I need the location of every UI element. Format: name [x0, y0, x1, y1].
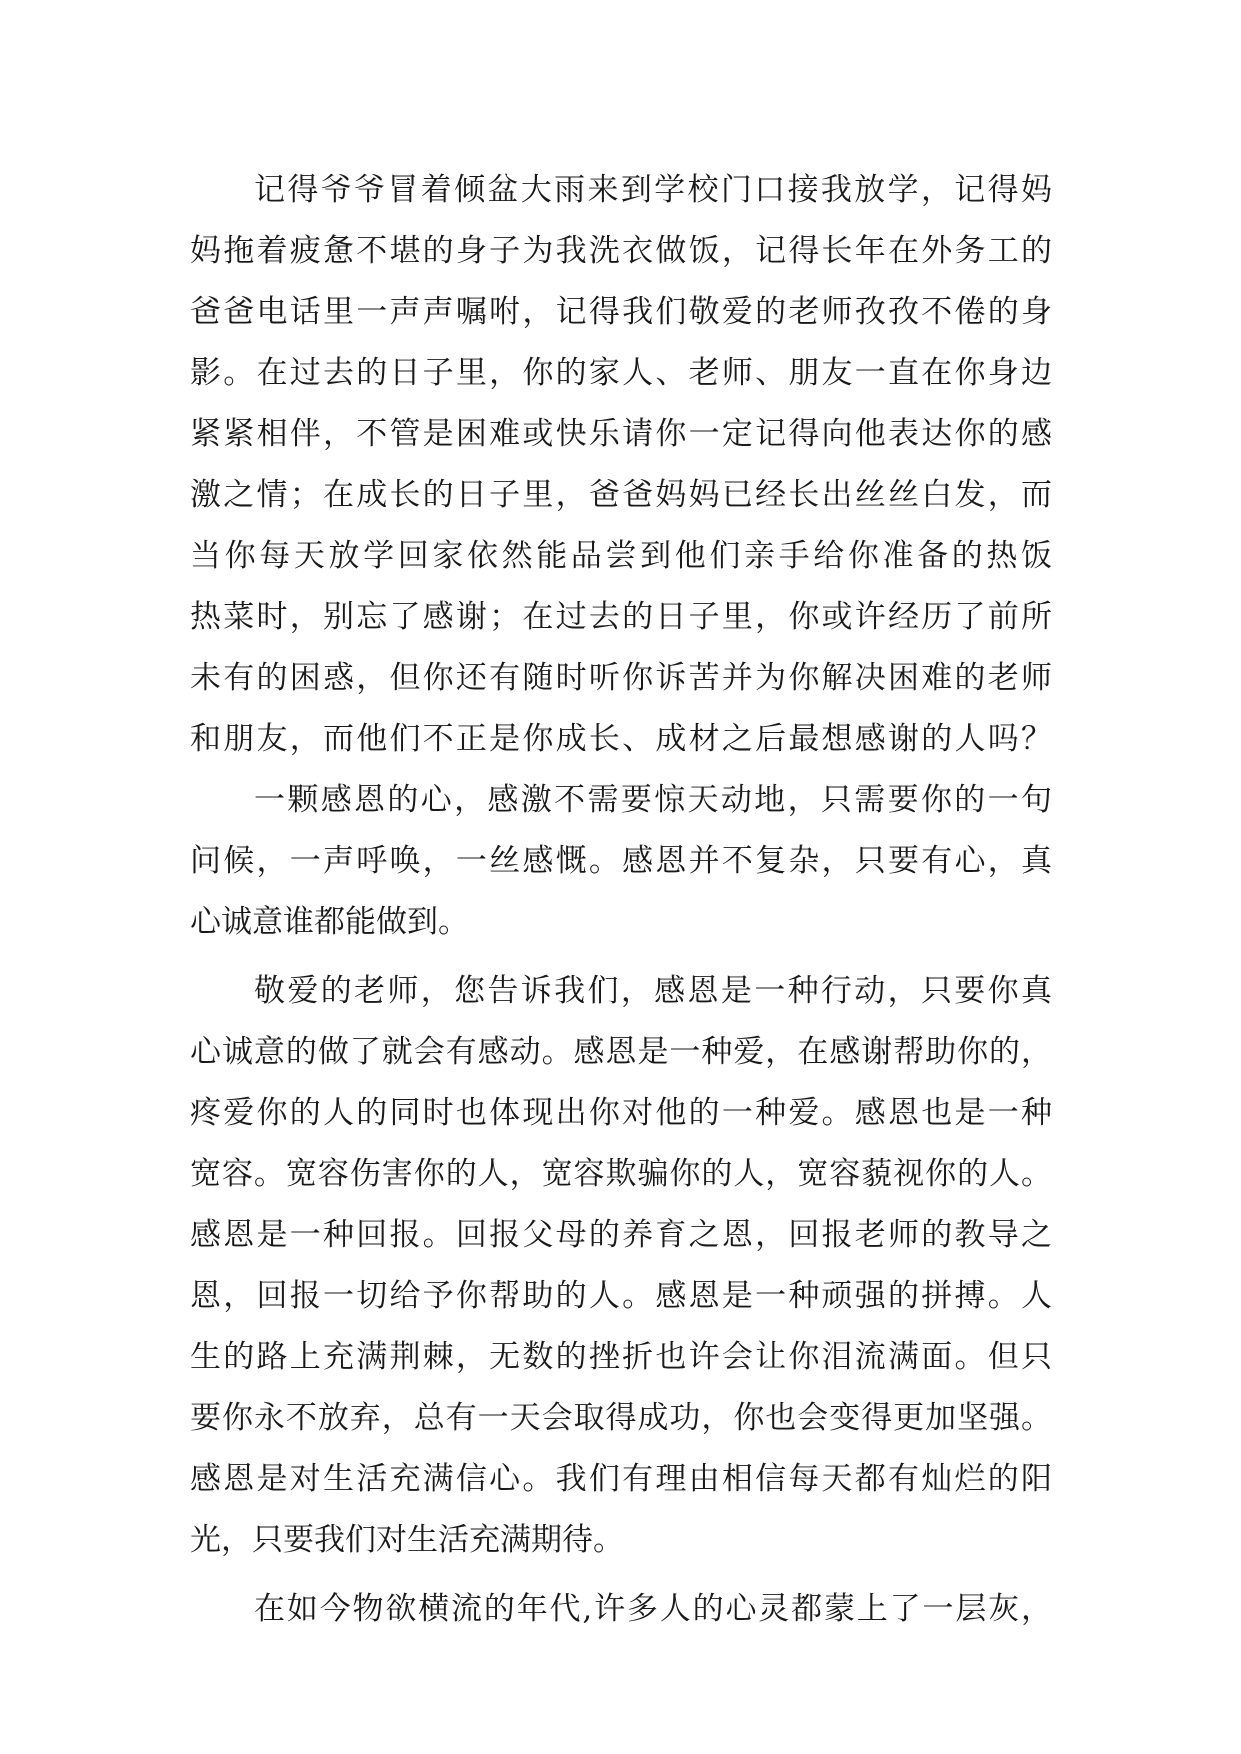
text-line: 问候，一声呼唤，一丝感慨。感恩并不复杂，只要有心，真 — [190, 843, 1052, 879]
text-line: 敬爱的老师，您告诉我们，感恩是一种行动，只要你真 — [254, 973, 1052, 1009]
paragraph-1 — [190, 160, 1052, 770]
text-line: 热菜时，别忘了感谢；在过去的日子里，你或许经历了前所 — [190, 599, 1052, 635]
body-text — [190, 160, 1052, 1640]
text-line: 爸爸电话里一声声嘱咐，记得我们敬爱的老师孜孜不倦的身 — [190, 294, 1052, 330]
text-line: 光，只要我们对生活充满期待。 — [190, 1522, 624, 1558]
text-line: 感恩是一种回报。回报父母的养育之恩，回报老师的教导之 — [190, 1217, 1052, 1253]
text-line: 当你每天放学回家依然能品尝到他们亲手给你准备的热饭 — [190, 538, 1052, 574]
text-line: 紧紧相伴，不管是困难或快乐请你一定记得向他表达你的感 — [190, 416, 1052, 452]
text-line: 宽容。宽容伤害你的人，宽容欺骗你的人，宽容藐视你的人。 — [190, 1156, 1052, 1192]
text-line: 一颗感恩的心，感激不需要惊天动地，只需要你的一句 — [254, 782, 1052, 818]
text-line: 和朋友，而他们不正是你成长、成材之后最想感谢的人吗？ — [190, 721, 1052, 757]
text-line: 影。在过去的日子里，你的家人、老师、朋友一直在你身边 — [190, 355, 1052, 391]
text-line: 疼爱你的人的同时也体现出你对他的一种爱。感恩也是一种 — [190, 1095, 1052, 1131]
paragraph-4 — [190, 1579, 1052, 1640]
text-line: 在如今物欲横流的年代,许多人的心灵都蒙上了一层灰， — [254, 1591, 1052, 1627]
paragraph-2 — [190, 770, 1052, 953]
text-line: 激之情；在成长的日子里，爸爸妈妈已经长出丝丝白发，而 — [190, 477, 1052, 513]
text-line: 心诚意的做了就会有感动。感恩是一种爱，在感谢帮助你的， — [190, 1034, 1052, 1070]
text-line: 未有的困惑，但你还有随时听你诉苦并为你解决困难的老师 — [190, 660, 1052, 696]
text-line: 心诚意谁都能做到。 — [190, 904, 469, 940]
text-line: 感恩是对生活充满信心。我们有理由相信每天都有灿烂的阳 — [190, 1461, 1052, 1497]
text-line: 要你永不放弃，总有一天会取得成功，你也会变得更加坚强。 — [190, 1400, 1052, 1436]
text-line: 记得爷爷冒着倾盆大雨来到学校门口接我放学，记得妈 — [254, 172, 1052, 208]
text-line: 生的路上充满荆棘，无数的挫折也许会让你泪流满面。但只 — [190, 1339, 1052, 1375]
paragraph-3 — [190, 961, 1052, 1571]
text-line: 妈拖着疲惫不堪的身子为我洗衣做饭，记得长年在外务工的 — [190, 233, 1052, 269]
text-line: 恩，回报一切给予你帮助的人。感恩是一种顽强的拼搏。人 — [190, 1278, 1052, 1314]
